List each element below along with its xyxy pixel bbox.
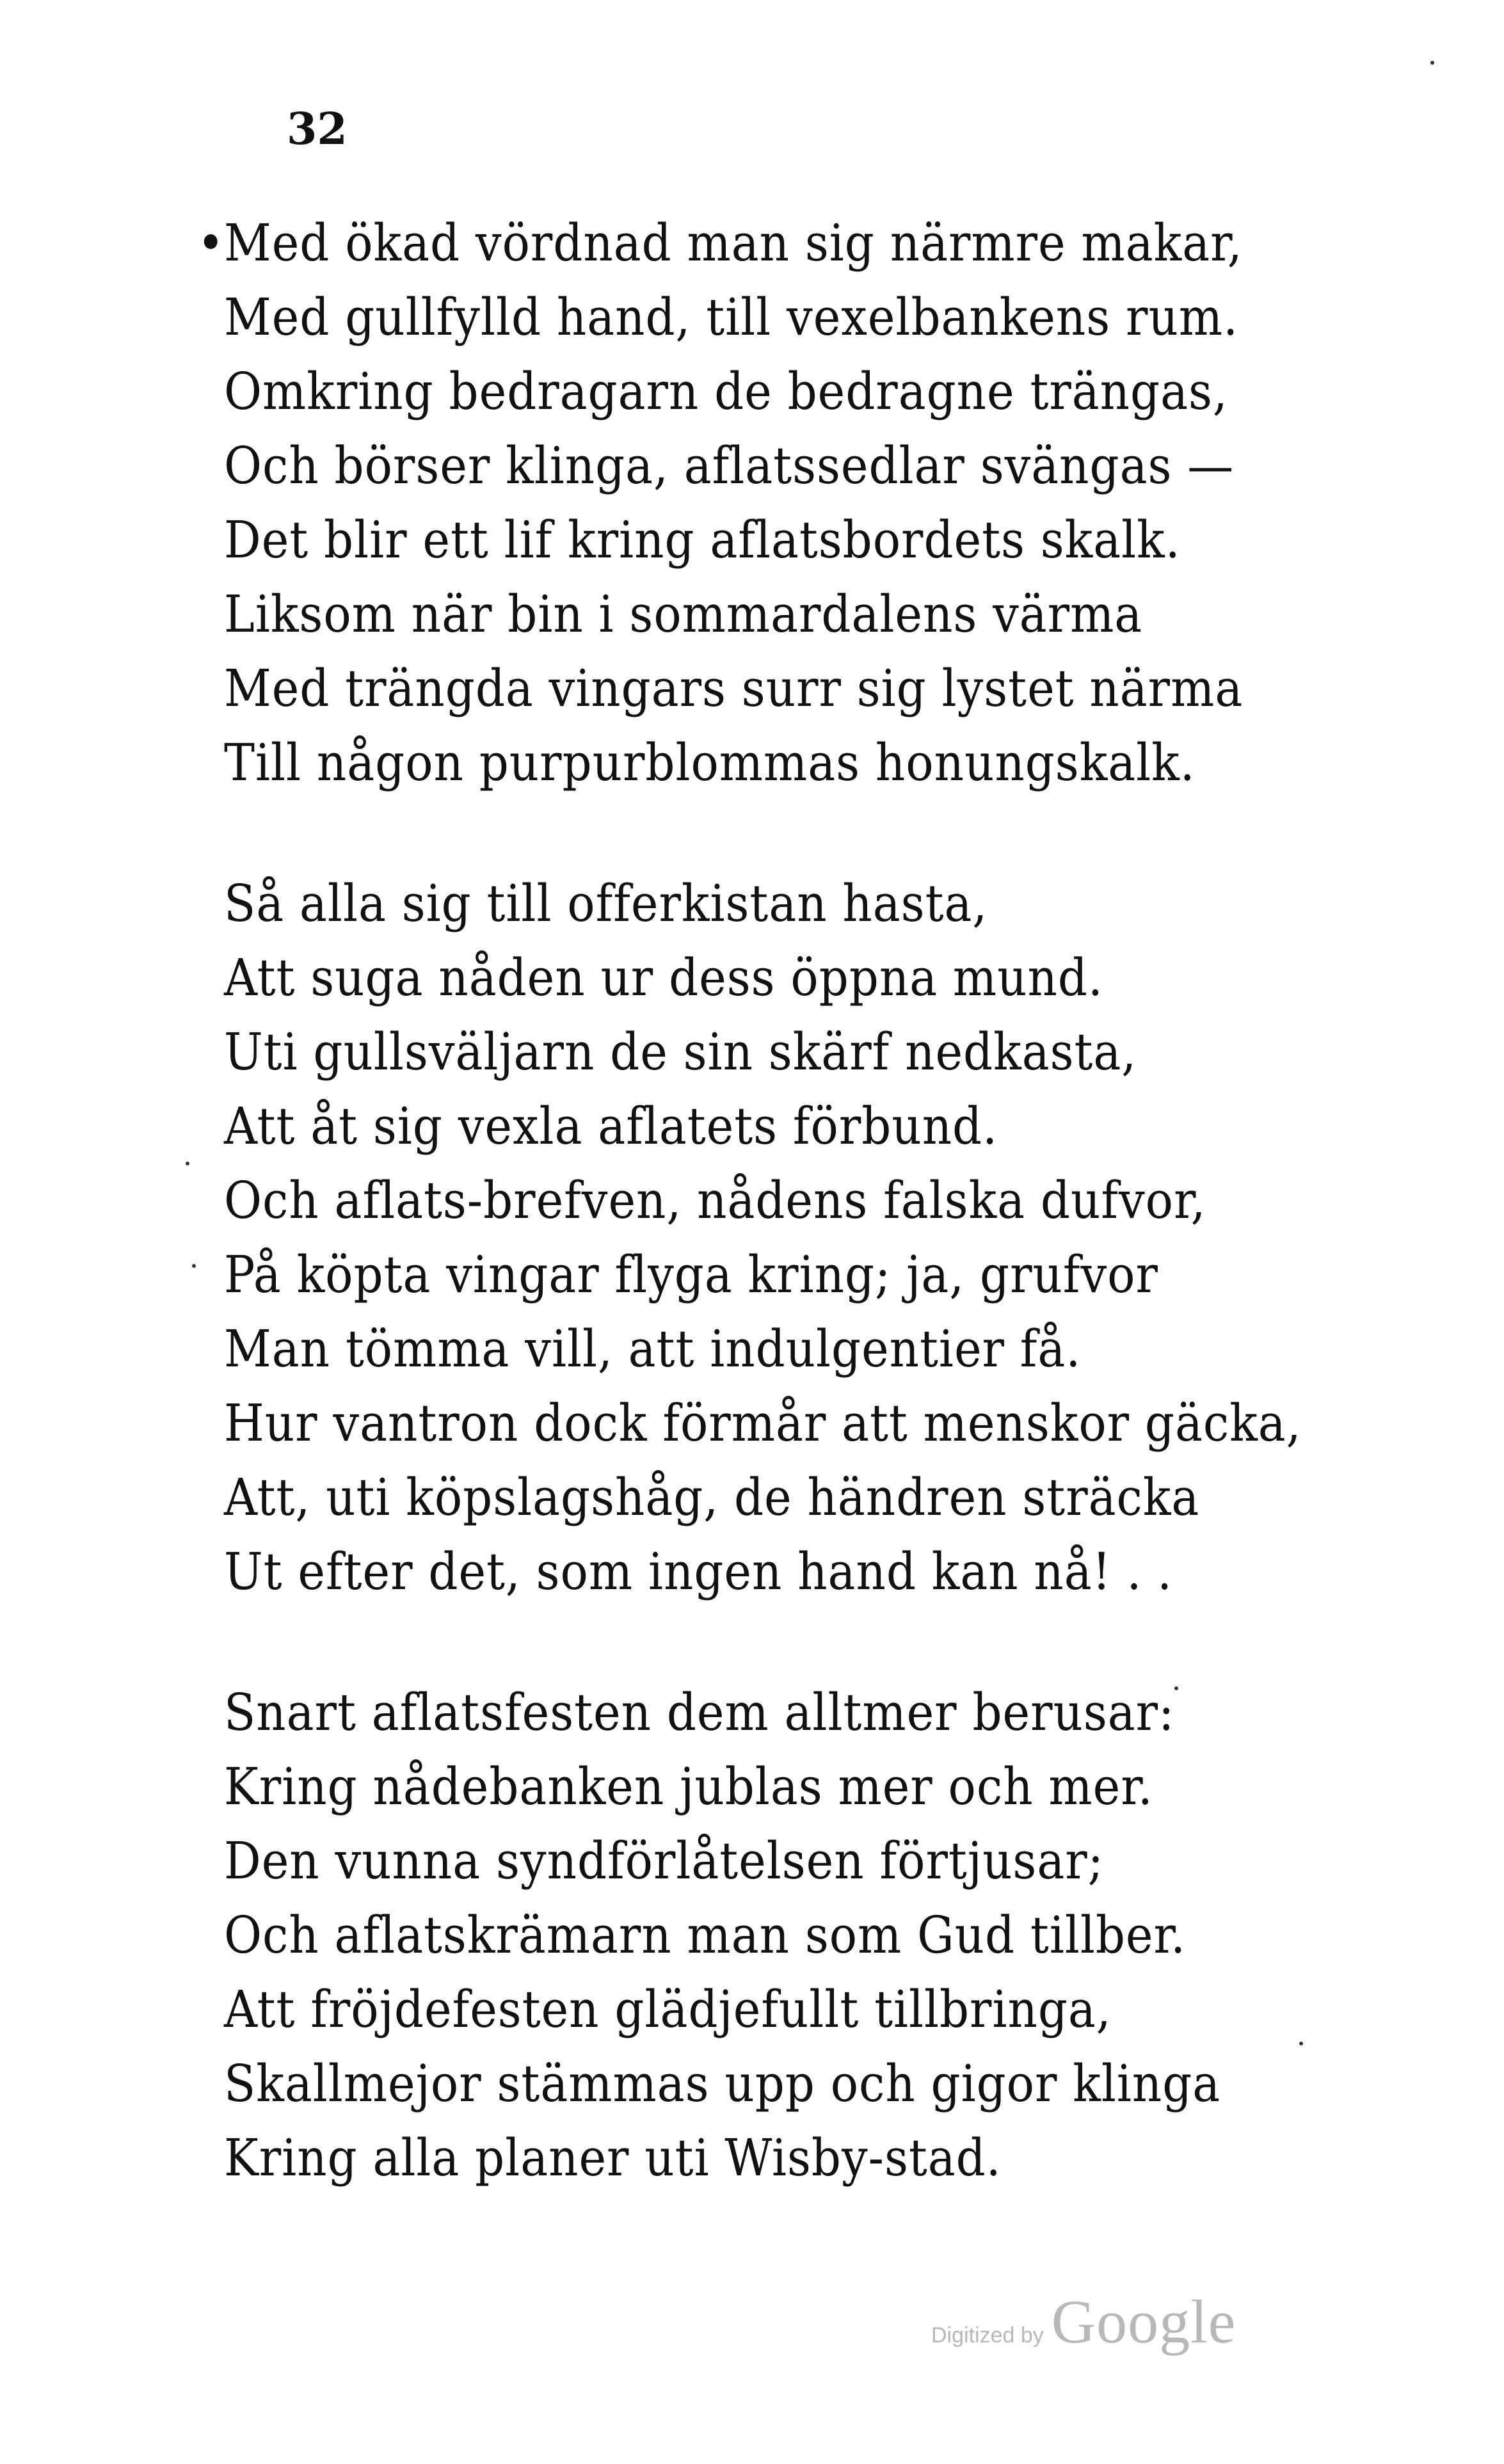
page-number: 32 xyxy=(287,104,348,155)
speck xyxy=(1299,2042,1303,2045)
poem-line: Den vunna syndförlåtelsen förtjusar; xyxy=(224,1831,1104,1891)
poem-line: Kring nådebanken jublas mer och mer. xyxy=(224,1757,1153,1816)
stanza-2 xyxy=(224,867,1440,1609)
poem-line: Att suga nåden ur dess öppna mund. xyxy=(224,948,1103,1007)
stanza-3 xyxy=(224,1676,1440,2195)
bullet-mark: • xyxy=(197,213,225,273)
poem-line-text: Med ökad vördnad man sig närmre makar, xyxy=(224,213,1243,273)
poem-line: På köpta vingar flyga kring; ja, grufvor xyxy=(224,1245,1158,1304)
poem-line: Det blir ett lif kring aflatsbordets skalk. xyxy=(224,510,1181,570)
poem-line: Hur vantron dock förmår att menskor gäcka, xyxy=(224,1393,1302,1453)
watermark-prefix: Digitized by xyxy=(931,2323,1044,2348)
poem-line: Att, uti köpslagshåg, de händren sträcka xyxy=(224,1468,1200,1527)
poem-line: Så alla sig till offerkistan hasta, xyxy=(224,874,988,933)
poem-line: Skallmejor stämmas upp och gigor klinga xyxy=(224,2054,1221,2113)
google-logo: Google xyxy=(1051,2287,1236,2356)
poem-line xyxy=(197,206,1440,280)
poem-line: Med trängda vingars surr sig lystet närma xyxy=(224,659,1244,718)
poem-line: Omkring bedragarn de bedragne trängas, xyxy=(224,362,1228,421)
speck xyxy=(186,1162,189,1165)
poem-line: Och börser klinga, aflatssedlar svängas — xyxy=(224,436,1235,495)
poem-line: Att åt sig vexla aflatets förbund. xyxy=(224,1096,998,1156)
poem-line: Snart aflatsfesten dem alltmer berusar: xyxy=(224,1683,1175,1742)
poem-line: Kring alla planer uti Wisby-stad. xyxy=(224,2128,1002,2188)
speck xyxy=(192,1264,196,1268)
poem-line: Uti gullsväljarn de sin skärf nedkasta, xyxy=(224,1022,1137,1082)
speck xyxy=(1174,1686,1178,1690)
poem xyxy=(197,206,1440,2262)
poem-line: Man tömma vill, att indulgentier få. xyxy=(224,1319,1082,1379)
stanza-1 xyxy=(197,206,1440,800)
poem-line: Liksom när bin i sommardalens värma xyxy=(224,584,1143,644)
poem-line: Ut efter det, som ingen hand kan nå! . . xyxy=(224,1542,1172,1601)
poem-line: Och aflats-brefven, nådens falska dufvor, xyxy=(224,1171,1206,1230)
poem-line: Att fröjdefesten glädjefullt tillbringa, xyxy=(224,1980,1112,2039)
poem-line: Med gullfylld hand, till vexelbankens rum. xyxy=(224,287,1238,347)
poem-line: Till någon purpurblommas honungskalk. xyxy=(224,733,1196,792)
digitized-by-google-watermark xyxy=(931,2286,1236,2357)
speck xyxy=(1430,61,1434,65)
poem-line: Och aflatskrämarn man som Gud tillber. xyxy=(224,1905,1186,1965)
